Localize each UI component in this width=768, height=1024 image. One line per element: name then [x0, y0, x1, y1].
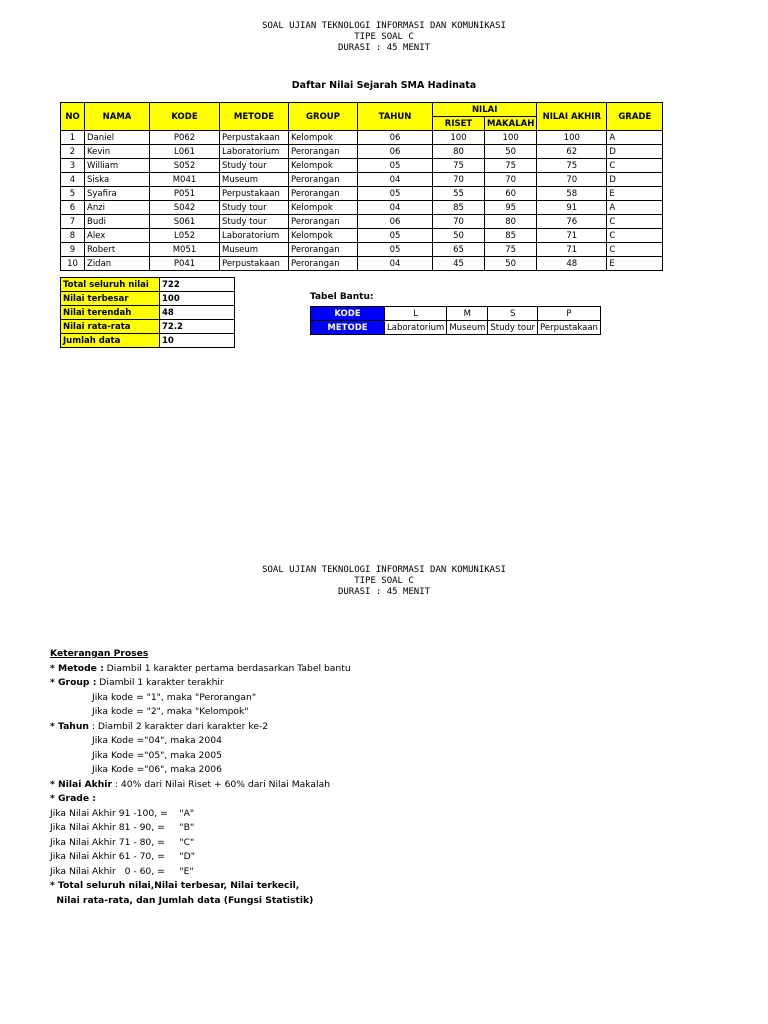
col-nilai: NILAI [433, 103, 537, 117]
cell-group: Perorangan [289, 257, 358, 271]
stats-label: Nilai terendah [61, 306, 160, 320]
table-row [61, 229, 663, 243]
note-grade-rule-c: Jika Nilai Akhir 71 - 80, = "C" [50, 836, 195, 848]
cell-akhir: 100 [537, 131, 607, 145]
helper-metode-cell: Perpustakaan [538, 321, 601, 335]
cell-riset: 50 [433, 229, 485, 243]
helper-table-label: Tabel Bantu: [310, 292, 374, 302]
cell-group: Perorangan [289, 145, 358, 159]
table-row [61, 187, 663, 201]
cell-kode: P051 [150, 187, 220, 201]
cell-kode: S061 [150, 215, 220, 229]
cell-riset: 100 [433, 131, 485, 145]
exam-duration: DURASI : 45 MENIT [337, 43, 431, 53]
note-group [50, 676, 351, 691]
cell-no: 1 [61, 131, 85, 145]
cell-group: Kelompok [289, 159, 358, 173]
cell-grade: D [607, 173, 663, 187]
col-metode: METODE [220, 103, 289, 131]
cell-no: 8 [61, 229, 85, 243]
cell-makalah: 75 [485, 243, 537, 257]
col-no: NO [61, 103, 85, 131]
cell-riset: 75 [433, 159, 485, 173]
stats-value: 48 [160, 306, 235, 320]
grades-body [61, 131, 663, 271]
stats-value: 100 [160, 292, 235, 306]
table-row [61, 215, 663, 229]
cell-no: 6 [61, 201, 85, 215]
cell-grade: D [607, 145, 663, 159]
cell-grade: E [607, 187, 663, 201]
note-grade-rule-a: Jika Nilai Akhir 91 -100, = "A" [50, 807, 195, 819]
cell-metode: Museum [220, 243, 289, 257]
cell-riset: 70 [433, 173, 485, 187]
cell-no: 10 [61, 257, 85, 271]
cell-metode: Laboratorium [220, 145, 289, 159]
stats-value: 10 [160, 334, 235, 348]
table-row [61, 257, 663, 271]
cell-tahun: 05 [358, 159, 433, 173]
stats-value: 72.2 [160, 320, 235, 334]
cell-makalah: 100 [485, 131, 537, 145]
note-metode [50, 662, 351, 677]
note-group-rule-2: Jika kode = "2", maka "Kelompok" [92, 706, 249, 717]
cell-kode: M051 [150, 243, 220, 257]
exam-title: SOAL UJIAN TEKNOLOGI INFORMASI DAN KOMUNIKASI [262, 565, 506, 575]
stats-label: Nilai terbesar [61, 292, 160, 306]
table-row [61, 201, 663, 215]
cell-grade: C [607, 243, 663, 257]
helper-kode-cell: S [488, 307, 538, 321]
cell-kode: L052 [150, 229, 220, 243]
cell-makalah: 60 [485, 187, 537, 201]
cell-akhir: 58 [537, 187, 607, 201]
note-tahun-rule-2: Jika Kode ="05", maka 2005 [92, 749, 222, 761]
cell-tahun: 05 [358, 187, 433, 201]
col-grade: GRADE [607, 103, 663, 131]
cell-metode: Study tour [220, 159, 289, 173]
note-key: * Group : [50, 677, 97, 688]
stats-table [60, 277, 235, 348]
cell-nama: Syafira [85, 187, 150, 201]
col-group: GROUP [289, 103, 358, 131]
cell-akhir: 71 [537, 243, 607, 257]
helper-metode-cell: Study tour [488, 321, 538, 335]
table-row [61, 159, 663, 173]
cell-nama: William [85, 159, 150, 173]
cell-group: Perorangan [289, 215, 358, 229]
cell-makalah: 95 [485, 201, 537, 215]
cell-grade: A [607, 201, 663, 215]
cell-riset: 55 [433, 187, 485, 201]
cell-nama: Siska [85, 173, 150, 187]
col-kode: KODE [150, 103, 220, 131]
note-group-rule-1: Jika kode = "1", maka "Perorangan" [92, 691, 257, 703]
stats-label: Total seluruh nilai [61, 278, 160, 292]
cell-no: 7 [61, 215, 85, 229]
cell-metode: Study tour [220, 201, 289, 215]
stats-row [61, 278, 235, 292]
exam-header-top [0, 21, 768, 54]
cell-grade: C [607, 229, 663, 243]
cell-kode: S042 [150, 201, 220, 215]
helper-metode-cell: Museum [447, 321, 488, 335]
helper-kode-header: KODE [311, 307, 385, 321]
note-key: * Tahun [50, 720, 89, 732]
helper-kode-cell: L [385, 307, 447, 321]
note-grade-rule-d: Jika Nilai Akhir 61 - 70, = "D" [50, 851, 195, 862]
cell-tahun: 04 [358, 201, 433, 215]
cell-riset: 85 [433, 201, 485, 215]
exam-duration: DURASI : 45 MENIT [337, 587, 431, 597]
cell-tahun: 04 [358, 173, 433, 187]
cell-tahun: 06 [358, 145, 433, 159]
stats-row [61, 292, 235, 306]
table-row [61, 131, 663, 145]
stats-row [61, 306, 235, 320]
note-grade [50, 792, 351, 807]
cell-riset: 65 [433, 243, 485, 257]
stats-value: 722 [160, 278, 235, 292]
note-grade-rule-e: Jika Nilai Akhir 0 - 60, = "E" [50, 865, 194, 877]
exam-type: TIPE SOAL C [354, 576, 414, 586]
cell-nama: Anzi [85, 201, 150, 215]
helper-metode-row [311, 321, 601, 335]
exam-title: SOAL UJIAN TEKNOLOGI INFORMASI DAN KOMUNIKASI [262, 21, 506, 31]
cell-group: Perorangan [289, 173, 358, 187]
cell-tahun: 06 [358, 131, 433, 145]
cell-makalah: 50 [485, 257, 537, 271]
cell-nama: Budi [85, 215, 150, 229]
cell-group: Kelompok [289, 201, 358, 215]
cell-grade: C [607, 159, 663, 173]
cell-tahun: 06 [358, 215, 433, 229]
note-tahun [50, 720, 351, 735]
cell-no: 9 [61, 243, 85, 257]
cell-no: 2 [61, 145, 85, 159]
exam-header-bottom [0, 565, 768, 598]
cell-no: 5 [61, 187, 85, 201]
cell-makalah: 80 [485, 215, 537, 229]
cell-akhir: 91 [537, 201, 607, 215]
col-tahun: TAHUN [358, 103, 433, 131]
stats-row [61, 320, 235, 334]
note-key: * Grade : [50, 793, 96, 804]
note-text: : Diambil 2 karakter dari karakter ke-2 [88, 720, 269, 732]
cell-tahun: 05 [358, 229, 433, 243]
cell-kode: S052 [150, 159, 220, 173]
cell-akhir: 75 [537, 159, 607, 173]
col-makalah: MAKALAH [485, 117, 537, 131]
cell-metode: Perpustakaan [220, 257, 289, 271]
helper-kode-row [311, 307, 601, 321]
cell-akhir: 76 [537, 215, 607, 229]
note-nilai-akhir [50, 778, 351, 793]
cell-grade: C [607, 215, 663, 229]
cell-kode: P041 [150, 257, 220, 271]
cell-kode: P062 [150, 131, 220, 145]
cell-no: 4 [61, 173, 85, 187]
cell-nama: Kevin [85, 145, 150, 159]
cell-makalah: 75 [485, 159, 537, 173]
cell-metode: Museum [220, 173, 289, 187]
cell-metode: Perpustakaan [220, 131, 289, 145]
note-tahun-rule-3: Jika Kode ="06", maka 2006 [92, 764, 222, 775]
cell-akhir: 62 [537, 145, 607, 159]
helper-kode-cell: P [538, 307, 601, 321]
cell-group: Perorangan [289, 187, 358, 201]
grades-table [60, 102, 663, 271]
table-row [61, 173, 663, 187]
note-key: Nilai rata-rata, dan Jumlah data (Fungsi Statistik) [50, 894, 314, 906]
helper-table [310, 306, 601, 335]
exam-type: TIPE SOAL C [354, 32, 414, 42]
table-row [61, 145, 663, 159]
cell-nama: Robert [85, 243, 150, 257]
cell-tahun: 05 [358, 243, 433, 257]
note-grade-rule-b: Jika Nilai Akhir 81 - 90, = "B" [50, 822, 195, 833]
note-tahun-rule-1: Jika Kode ="04", maka 2004 [92, 735, 222, 746]
col-nama: NAMA [85, 103, 150, 131]
cell-akhir: 48 [537, 257, 607, 271]
cell-kode: M041 [150, 173, 220, 187]
helper-metode-header: METODE [311, 321, 385, 335]
note-text: Diambil 1 karakter terakhir [96, 677, 224, 688]
cell-nama: Zidan [85, 257, 150, 271]
table-row [61, 243, 663, 257]
cell-makalah: 85 [485, 229, 537, 243]
col-nilai-akhir: NILAI AKHIR [537, 103, 607, 131]
cell-metode: Perpustakaan [220, 187, 289, 201]
note-key: * Total seluruh nilai,Nilai terbesar, Nilai terkecil, [50, 880, 300, 891]
cell-group: Perorangan [289, 243, 358, 257]
table-title: Daftar Nilai Sejarah SMA Hadinata [291, 80, 477, 91]
cell-group: Kelompok [289, 229, 358, 243]
cell-riset: 45 [433, 257, 485, 271]
helper-metode-cell: Laboratorium [385, 321, 447, 335]
cell-kode: L061 [150, 145, 220, 159]
cell-group: Kelompok [289, 131, 358, 145]
cell-riset: 80 [433, 145, 485, 159]
cell-makalah: 70 [485, 173, 537, 187]
cell-metode: Laboratorium [220, 229, 289, 243]
cell-akhir: 70 [537, 173, 607, 187]
note-text: : 40% dari Nilai Riset + 60% dari Nilai Makalah [111, 778, 331, 790]
note-key: * Metode : [50, 662, 104, 674]
note-text: Diambil 1 karakter pertama berdasarkan Tabel bantu [103, 662, 351, 674]
note-total-1 [50, 879, 351, 894]
process-notes [50, 647, 351, 908]
cell-akhir: 71 [537, 229, 607, 243]
notes-heading: Keterangan Proses [50, 648, 149, 659]
helper-kode-cell: M [447, 307, 488, 321]
cell-no: 3 [61, 159, 85, 173]
cell-riset: 70 [433, 215, 485, 229]
cell-tahun: 04 [358, 257, 433, 271]
cell-nama: Daniel [85, 131, 150, 145]
note-key: * Nilai Akhir [50, 778, 112, 790]
col-riset: RISET [433, 117, 485, 131]
cell-nama: Alex [85, 229, 150, 243]
cell-grade: A [607, 131, 663, 145]
stats-label: Jumlah data [61, 334, 160, 348]
cell-metode: Study tour [220, 215, 289, 229]
cell-makalah: 50 [485, 145, 537, 159]
stats-label: Nilai rata-rata [61, 320, 160, 334]
stats-row [61, 334, 235, 348]
cell-grade: E [607, 257, 663, 271]
note-total-2 [50, 894, 351, 909]
